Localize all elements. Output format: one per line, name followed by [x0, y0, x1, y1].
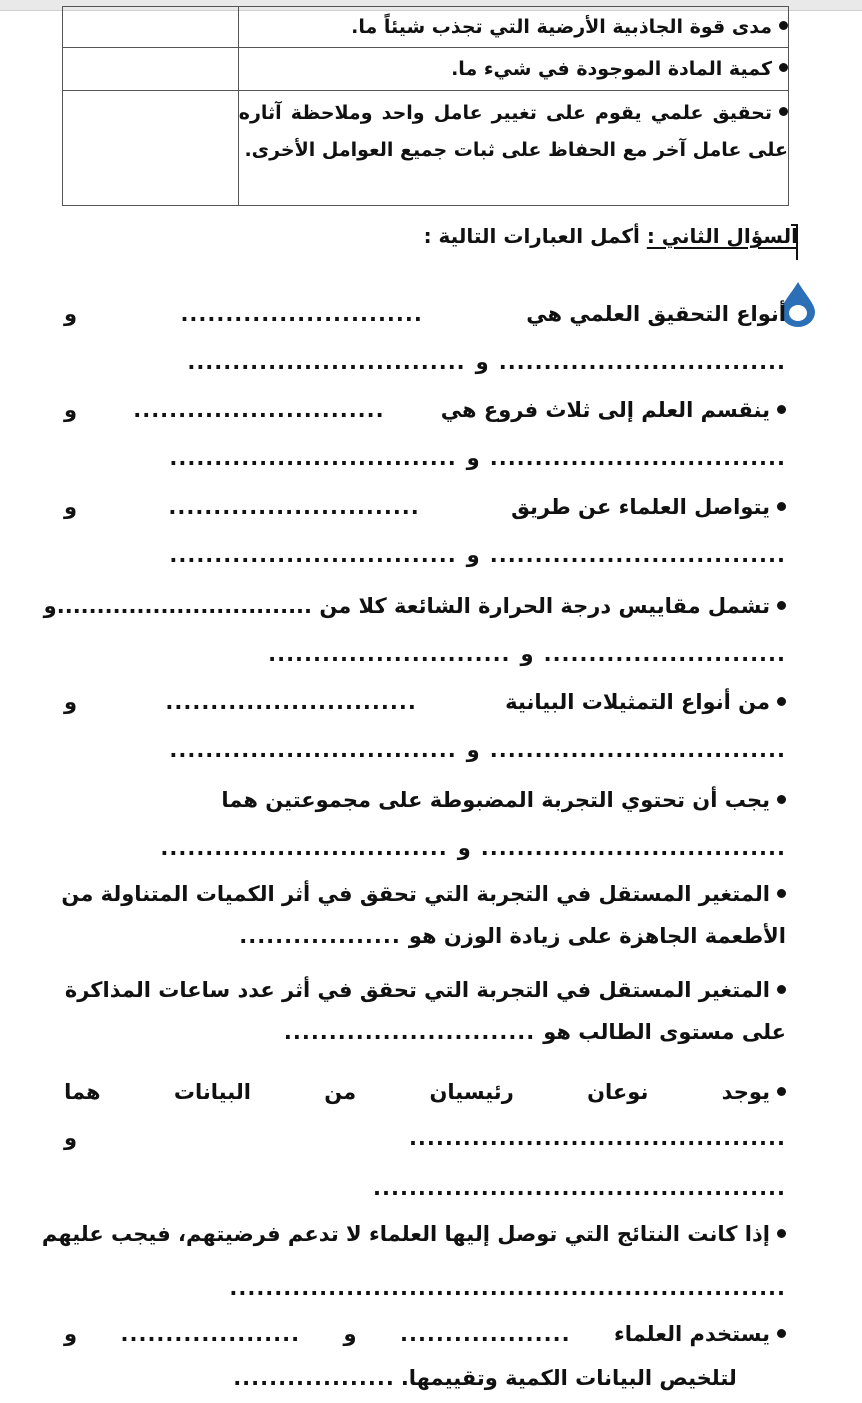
- list-item: يجب أن تحتوي التجربة المضبوطة على مجموعتين هما .................................. و ................................: [160, 788, 786, 860]
- definition-cell: تحقيق علمي يقوم على تغيير عامل واحد وملاحظة آثاره على عامل آخر مع الحفاظ على ثبات جميع العوامل الأخرى.: [238, 91, 788, 206]
- bullet-icon: [777, 601, 786, 610]
- bullet-icon: [777, 985, 786, 994]
- answer-cell: [63, 7, 239, 48]
- bullet-icon: [777, 1087, 786, 1096]
- answer-cell: [63, 48, 239, 91]
- bullet-icon: [777, 1329, 786, 1338]
- definition-cell: مدى قوة الجاذبية الأرضية التي تجذب شيئاً ما.: [238, 7, 788, 48]
- question-2-heading: [424, 224, 798, 248]
- list-item: أنواع التحقيق العلمي هي ........................... و ................................ و ...............................: [64, 302, 786, 374]
- table-row: [63, 48, 789, 91]
- table-row: [63, 91, 789, 206]
- table-row: [63, 7, 789, 48]
- question-title: أكمل العبارات التالية :: [423, 224, 640, 248]
- definition-cell: كمية المادة الموجودة في شيء ما.: [238, 48, 788, 91]
- list-item: يستخدم العلماء ................... و .................... و لتلخيص البيانات الكمية وتقييمها. ..................: [64, 1316, 786, 1396]
- list-item: إذا كانت النتائج التي توصل إليها العلماء لا تدعم فرضيتهم، فيجب عليهم ..............................................................: [41, 1222, 786, 1300]
- question-label: السؤال الثاني :: [646, 224, 798, 248]
- list-item: المتغير المستقل في التجربة التي تحقق في أثر عدد ساعات المذاكرة على مستوى الطالب هو ............................: [64, 978, 786, 1044]
- bullet-icon: [777, 405, 786, 414]
- bullet-icon: [777, 1229, 786, 1238]
- bullet-icon: [779, 63, 788, 72]
- bullet-icon: [779, 21, 788, 30]
- answer-cell: [63, 91, 239, 206]
- terms-table: [62, 6, 789, 206]
- bullet-icon: [777, 889, 786, 898]
- bullet-icon: [777, 697, 786, 706]
- list-item: تشمل مقاييس درجة الحرارة الشائعة كلا من ................................ و ........................... و ...........................: [43, 594, 786, 666]
- bullet-icon: [779, 107, 788, 116]
- list-item: يوجد نوعان رئيسيان من البيانات هما .......................................... و ..............................................: [64, 1080, 786, 1200]
- bullet-icon: [777, 502, 786, 511]
- list-item: من أنواع التمثيلات البيانية ............................ و ................................. و ................................: [64, 690, 786, 762]
- bullet-icon: [777, 795, 786, 804]
- list-item: المتغير المستقل في التجربة التي تحقق في أثر الكميات المتناولة من الأطعمة الجاهزة على زيادة الوزن هو ..................: [61, 882, 786, 948]
- list-item: يتواصل العلماء عن طريق ............................ و ................................. و ................................: [64, 495, 786, 567]
- list-item: ينقسم العلم إلى ثلاث فروع هي ............................ و ................................. و ................................: [64, 398, 786, 470]
